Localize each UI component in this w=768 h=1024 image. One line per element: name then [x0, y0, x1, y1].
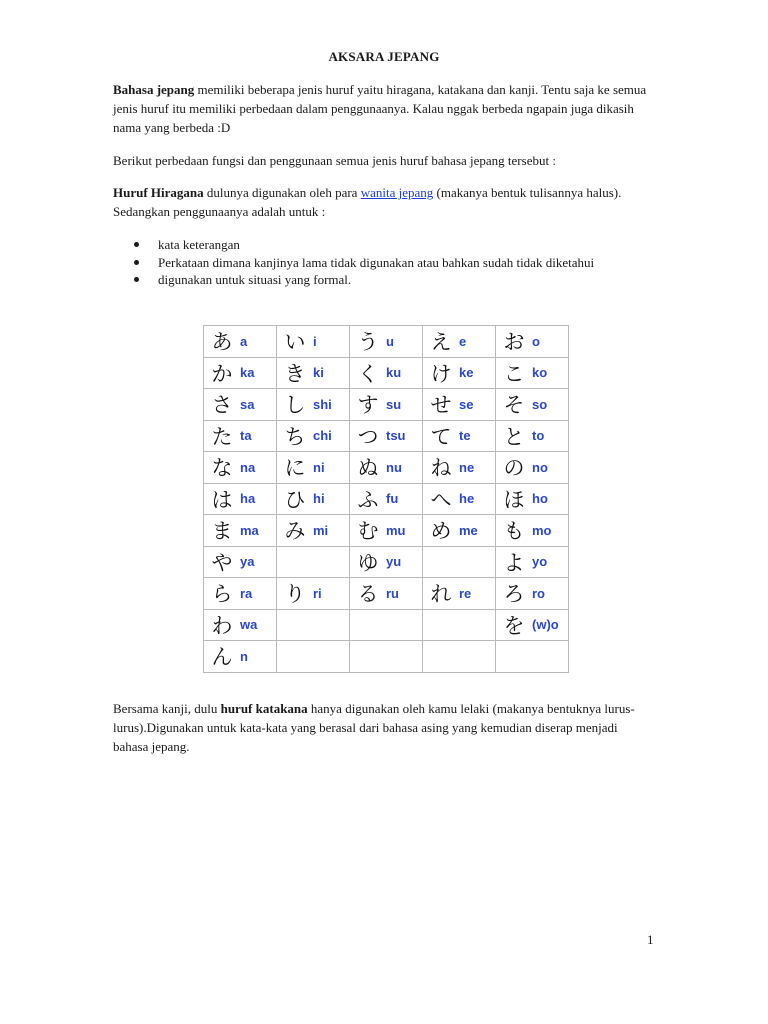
hiragana-paragraph [113, 183, 653, 221]
kana-character: ぬ [357, 456, 379, 481]
romaji-label: ho [532, 491, 548, 507]
hiragana-cell [350, 515, 423, 547]
hiragana-cell [423, 452, 496, 484]
bullet-text: kata keterangan [158, 237, 240, 252]
kana-character: か [211, 361, 233, 386]
hiragana-cell [204, 609, 277, 641]
kana-character: つ [357, 424, 379, 449]
page-number: 1 [647, 932, 654, 947]
kana-character: く [357, 361, 379, 386]
kana-character: は [211, 487, 233, 512]
intro-paragraph [113, 80, 653, 137]
hiragana-cell [204, 452, 277, 484]
intro-bold-term: Bahasa jepang [113, 82, 195, 97]
hiragana-cell [496, 578, 569, 610]
document-title: AKSARA JEPANG [328, 49, 440, 64]
romaji-label: ma [240, 522, 259, 538]
katakana-text-before: Bersama kanji, dulu [113, 701, 221, 716]
romaji-label: me [459, 522, 478, 538]
kana-character: い [284, 330, 306, 355]
hiragana-text-before-link: dulunya digunakan oleh para [203, 185, 361, 200]
kana-character: す [357, 393, 379, 418]
hiragana-cell [350, 420, 423, 452]
hiragana-cell [350, 641, 423, 673]
kana-character: さ [211, 393, 233, 418]
kana-character: け [430, 361, 452, 386]
bullet-item [113, 236, 633, 254]
romaji-label: tsu [386, 428, 406, 444]
kana-character: の [503, 456, 525, 481]
wanita-jepang-link[interactable]: wanita jepang [360, 185, 434, 200]
romaji-label: ku [386, 365, 402, 381]
kana-character: を [503, 613, 525, 638]
romaji-label: o [532, 333, 540, 349]
kana-character: せ [430, 393, 452, 418]
romaji-label: ta [240, 428, 252, 444]
katakana-paragraph [113, 699, 653, 756]
hiragana-table-row [204, 420, 569, 452]
bullet-text: digunakan untuk situasi yang formal. [158, 272, 352, 287]
hiragana-cell [496, 515, 569, 547]
hiragana-table [203, 325, 569, 673]
romaji-label: ya [240, 554, 255, 570]
hiragana-table-row [204, 546, 569, 578]
kana-character: ゆ [357, 550, 379, 575]
hiragana-table-row [204, 389, 569, 421]
intro-text: memiliki beberapa jenis huruf yaitu hiragana, katakana dan kanji. Tentu saja ke semua jenis huruf itu memiliki perbedaan dalam penggunaanya. Kalau nggak berbeda ngapain juga dikasih nama yang berbeda :D [113, 82, 647, 135]
hiragana-cell [350, 357, 423, 389]
romaji-label: ka [240, 365, 255, 381]
usage-bullet-list [113, 236, 633, 289]
kana-character: し [284, 393, 306, 418]
kana-character: わ [211, 613, 233, 638]
kana-character: き [284, 361, 306, 386]
hiragana-cell [204, 326, 277, 358]
romaji-label: ro [532, 585, 545, 601]
hiragana-cell [277, 357, 350, 389]
kana-character: ほ [503, 487, 525, 512]
hiragana-cell [350, 578, 423, 610]
hiragana-cell [496, 483, 569, 515]
romaji-label: su [386, 396, 402, 412]
kana-character: こ [503, 361, 525, 386]
bullet-dot-icon [134, 260, 139, 265]
hiragana-cell [423, 483, 496, 515]
hiragana-cell [350, 483, 423, 515]
hiragana-cell [277, 641, 350, 673]
hiragana-cell [423, 515, 496, 547]
kana-character: お [503, 330, 525, 355]
kana-character: あ [211, 330, 233, 355]
kana-character: ち [284, 424, 306, 449]
romaji-label: he [459, 491, 475, 507]
bullet-item [113, 254, 633, 272]
hiragana-cell [277, 420, 350, 452]
hiragana-cell [350, 326, 423, 358]
kana-character: ね [430, 456, 452, 481]
romaji-label: ko [532, 365, 548, 381]
romaji-label: yo [532, 554, 548, 570]
romaji-label: re [459, 585, 472, 601]
bullet-dot-icon [134, 277, 139, 282]
romaji-label: te [459, 428, 471, 444]
kana-character: そ [503, 393, 525, 418]
hiragana-cell [277, 452, 350, 484]
romaji-label: to [532, 428, 545, 444]
hiragana-cell [423, 578, 496, 610]
hiragana-cell [423, 641, 496, 673]
hiragana-cell [204, 578, 277, 610]
hiragana-cell [423, 357, 496, 389]
hiragana-cell [204, 389, 277, 421]
romaji-label: ne [459, 459, 475, 475]
hiragana-cell [423, 326, 496, 358]
hiragana-table-row [204, 609, 569, 641]
katakana-text-after: hanya digunakan oleh kamu lelaki (makanya bentuknya lurus-lurus).Digunakan untuk kata-kata yang berasal dari bahasa asing yang kemudian diserap menjadi bahasa jepang. [113, 701, 635, 754]
kana-character: ろ [503, 582, 525, 607]
hiragana-cell [350, 452, 423, 484]
romaji-label: na [240, 459, 256, 475]
romaji-label: i [313, 333, 317, 349]
hiragana-cell [496, 452, 569, 484]
kana-character: え [430, 330, 452, 355]
romaji-label: shi [313, 396, 332, 412]
bullet-dot-icon [134, 242, 139, 247]
romaji-label: (w)o [532, 617, 559, 633]
romaji-label: yu [386, 554, 402, 570]
hiragana-cell [496, 546, 569, 578]
hiragana-cell [204, 515, 277, 547]
hiragana-cell [496, 357, 569, 389]
hiragana-table-row [204, 578, 569, 610]
romaji-label: ra [240, 585, 253, 601]
hiragana-table-row [204, 452, 569, 484]
hiragana-cell [350, 389, 423, 421]
hiragana-table-row [204, 357, 569, 389]
kana-character: る [357, 582, 379, 607]
hiragana-cell [350, 609, 423, 641]
romaji-label: hi [313, 491, 325, 507]
romaji-label: no [532, 459, 548, 475]
kana-character: ら [211, 582, 233, 607]
hiragana-cell [277, 546, 350, 578]
kana-character: た [211, 424, 233, 449]
hiragana-cell [423, 420, 496, 452]
kana-character: に [284, 456, 306, 481]
romaji-label: ni [313, 459, 325, 475]
hiragana-cell [423, 389, 496, 421]
romaji-label: ri [313, 585, 322, 601]
hiragana-table-row [204, 326, 569, 358]
bullet-item [113, 271, 633, 289]
romaji-label: e [459, 333, 467, 349]
hiragana-cell [277, 326, 350, 358]
hiragana-cell [277, 578, 350, 610]
romaji-label: wa [240, 617, 258, 633]
kana-character: よ [503, 550, 525, 575]
romaji-label: a [240, 333, 248, 349]
romaji-label: sa [240, 396, 255, 412]
kana-character: う [357, 330, 379, 355]
romaji-label: so [532, 396, 548, 412]
romaji-label: chi [313, 428, 332, 444]
kana-character: ん [211, 645, 233, 670]
kana-character: へ [430, 487, 452, 512]
romaji-label: mu [386, 522, 406, 538]
romaji-label: mi [313, 522, 329, 538]
bullet-text: Perkataan dimana kanjinya lama tidak digunakan atau bahkan sudah tidak diketahui [158, 254, 595, 270]
kana-character: ひ [284, 487, 306, 512]
hiragana-cell [204, 420, 277, 452]
hiragana-cell [423, 546, 496, 578]
kana-character: れ [430, 582, 452, 607]
hiragana-table-row [204, 515, 569, 547]
kana-character: と [503, 424, 525, 449]
hiragana-cell [496, 609, 569, 641]
kana-character: む [357, 519, 379, 544]
hiragana-table-row [204, 641, 569, 673]
hiragana-cell [204, 546, 277, 578]
romaji-label: nu [386, 459, 402, 475]
hiragana-table-row [204, 483, 569, 515]
romaji-label: ru [386, 585, 399, 601]
hiragana-cell [204, 641, 277, 673]
romaji-label: mo [532, 522, 552, 538]
kana-character: て [430, 424, 452, 449]
kana-character: ふ [357, 487, 379, 512]
hiragana-cell [496, 420, 569, 452]
hiragana-cell [496, 389, 569, 421]
kana-character: め [430, 519, 452, 544]
hiragana-text-after-link: (makanya bentuk tulisannya halus). Sedangkan penggunaanya adalah untuk : [113, 185, 622, 219]
romaji-label: n [240, 648, 248, 664]
hiragana-cell [277, 515, 350, 547]
hiragana-cell [277, 389, 350, 421]
hiragana-cell [496, 326, 569, 358]
katakana-bold-term: huruf katakana [220, 701, 308, 716]
romaji-label: fu [386, 491, 399, 507]
hiragana-cell [423, 609, 496, 641]
kana-character: や [211, 550, 233, 575]
hiragana-cell [204, 483, 277, 515]
hiragana-cell [204, 357, 277, 389]
romaji-label: ha [240, 491, 256, 507]
hiragana-cell [277, 609, 350, 641]
hiragana-cell [350, 546, 423, 578]
romaji-label: se [459, 396, 474, 412]
romaji-label: ke [459, 365, 474, 381]
kana-character: な [211, 456, 233, 481]
hiragana-cell [496, 641, 569, 673]
transition-paragraph: Berikut perbedaan fungsi dan penggunaan semua jenis huruf bahasa jepang tersebut : [113, 153, 556, 168]
hiragana-cell [277, 483, 350, 515]
kana-character: ま [211, 519, 233, 544]
romaji-label: ki [313, 365, 324, 381]
romaji-label: u [386, 333, 394, 349]
kana-character: み [284, 519, 306, 544]
hiragana-bold-term: Huruf Hiragana [113, 185, 204, 200]
kana-character: も [503, 519, 525, 544]
kana-character: り [284, 582, 306, 607]
